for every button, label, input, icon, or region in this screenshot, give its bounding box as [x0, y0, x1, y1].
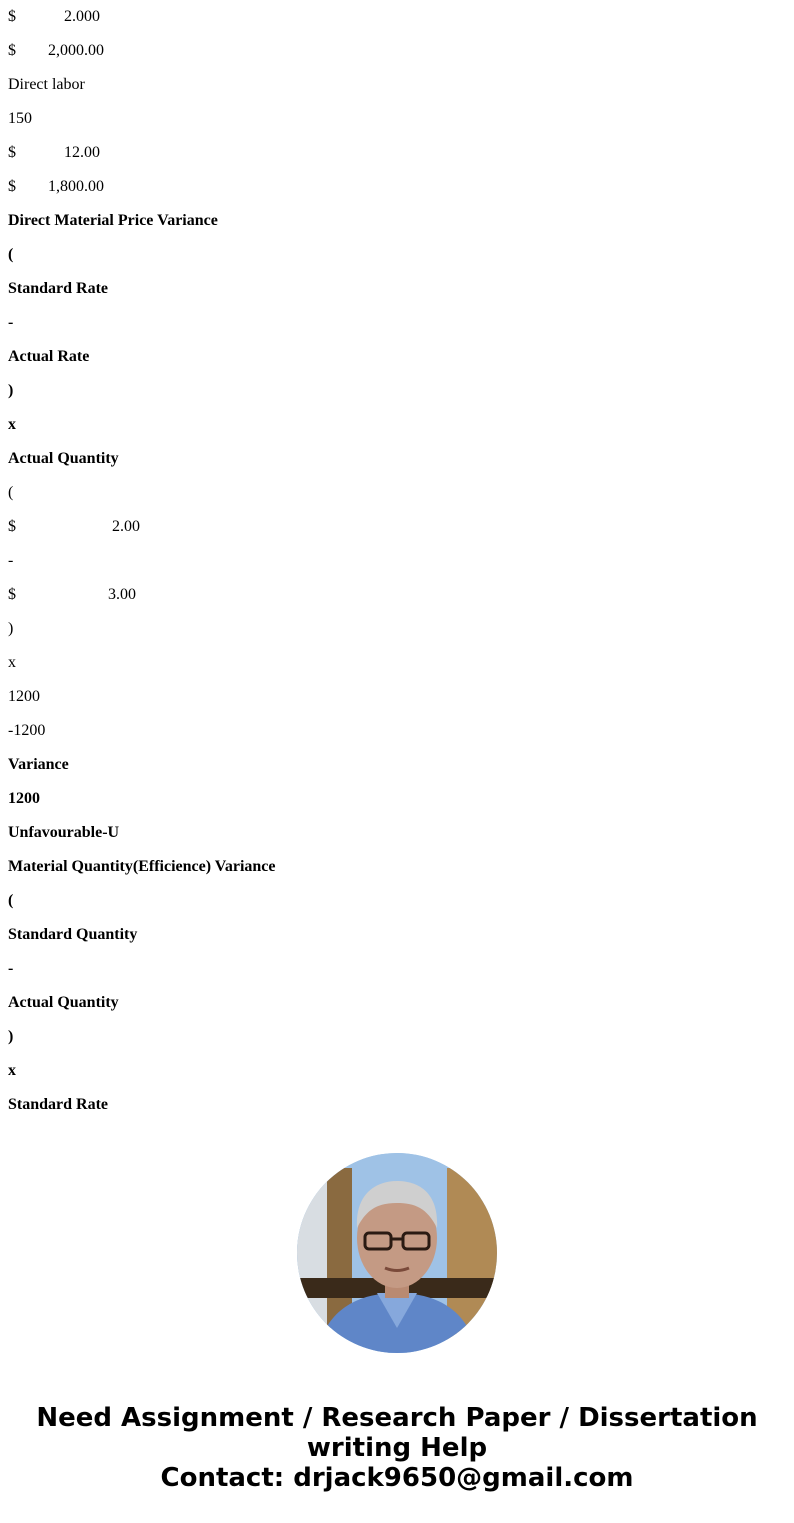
text-line: 1200	[8, 688, 40, 705]
text-line: Unfavourable-U	[8, 824, 120, 841]
avatar	[297, 1153, 497, 1353]
text-line: 1200	[8, 790, 40, 807]
text-line: Actual Rate	[8, 348, 90, 365]
text-line: x	[8, 654, 16, 671]
text-line: )	[8, 620, 14, 637]
calculation-lines	[8, 0, 788, 1122]
text-line: 150	[8, 110, 32, 127]
text-line: $ 2.00	[8, 518, 140, 535]
text-line: Standard Rate	[8, 280, 109, 297]
text-line: -1200	[8, 722, 46, 739]
text-line: Actual Quantity	[8, 994, 119, 1011]
text-line: )	[8, 1028, 14, 1045]
text-line: $ 2.000	[8, 8, 100, 25]
text-line: (	[8, 246, 14, 263]
text-line: x	[8, 416, 16, 433]
text-line: Standard Rate	[8, 1096, 109, 1113]
text-line: $ 2,000.00	[8, 42, 104, 59]
text-line: -	[8, 552, 14, 569]
text-line: Standard Quantity	[8, 926, 138, 943]
text-line: -	[8, 314, 14, 331]
text-line: x	[8, 1062, 16, 1079]
text-line: Direct labor	[8, 76, 85, 93]
text-line: Actual Quantity	[8, 450, 119, 467]
text-line: $ 3.00	[8, 586, 136, 603]
text-line: -	[8, 960, 14, 977]
text-line: Direct Material Price Variance	[8, 212, 218, 229]
footer-contact: Contact: drjack9650@gmail.com	[160, 1463, 634, 1493]
text-line: (	[8, 484, 14, 501]
contact-banner	[0, 1403, 794, 1493]
person-photo-icon	[297, 1153, 497, 1353]
text-line: Variance	[8, 756, 69, 773]
text-line: Material Quantity(Efficience) Variance	[8, 858, 276, 875]
text-line: (	[8, 892, 14, 909]
text-line: $ 1,800.00	[8, 178, 104, 195]
footer-line-1: Need Assignment / Research Paper / Dissertation	[36, 1403, 758, 1433]
text-line: $ 12.00	[8, 144, 100, 161]
text-line: )	[8, 382, 14, 399]
footer-line-2: writing Help	[306, 1433, 488, 1463]
